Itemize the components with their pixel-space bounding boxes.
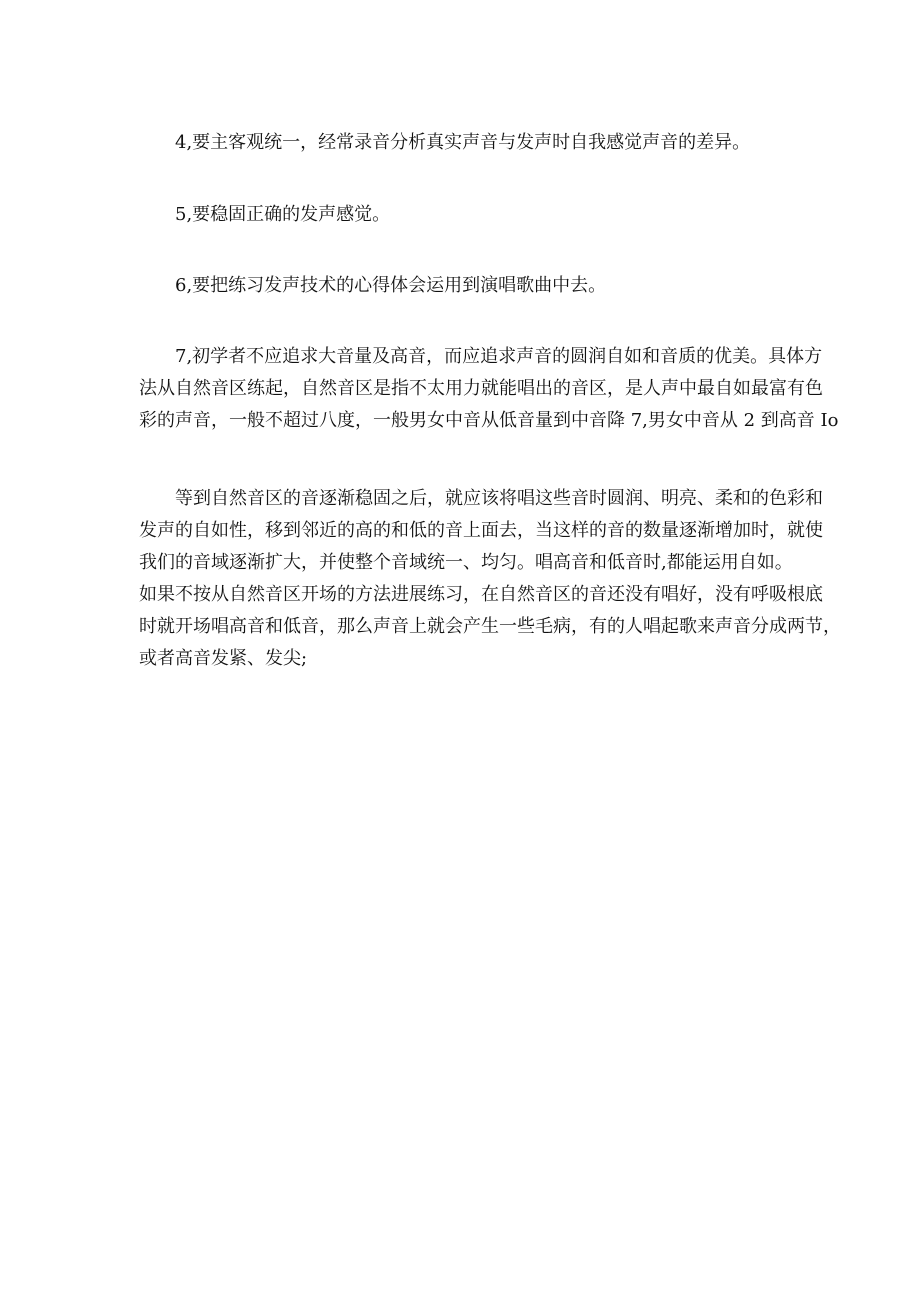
natural-register-line-6: 或者高音发紧、发尖; <box>139 648 308 669</box>
item-5-text: 5,要稳固正确的发声感觉。 <box>175 204 391 225</box>
natural-register-line-4: 如果不按从自然音区开场的方法进展练习，在自然音区的音还没有唱好，没有呼吸根底 <box>139 584 823 605</box>
natural-register-line-2: 发声的自如性，移到邻近的高的和低的音上面去，当这样的音的数量逐渐增加时，就使 <box>139 520 823 541</box>
natural-register-line-5: 时就开场唱高音和低音，那么声音上就会产生一些毛病，有的人唱起歌来声音分成两节， <box>139 616 841 637</box>
natural-register-line-1: 等到自然音区的音逐渐稳固之后，就应该将唱这些音时圆润、明亮、柔和的色彩和 <box>175 488 823 509</box>
item-7 <box>139 341 839 437</box>
item-7-line-2: 法从自然音区练起，自然音区是指不太用力就能唱出的音区，是人声中最自如最富有色 <box>139 378 823 399</box>
item-7-line-3: 彩的声音，一般不超过八度，一般男女中音从低音量到中音降 7,男女中音从 2 到高音 Io <box>139 410 839 431</box>
item-4 <box>139 127 799 159</box>
item-6-text: 6,要把练习发声技术的心得体会运用到演唱歌曲中去。 <box>175 275 607 296</box>
natural-register-line-3: 我们的音域逐渐扩大，并使整个音域统一、均匀。唱高音和低音时,都能运用自如。 <box>139 552 793 573</box>
item-6 <box>139 270 799 302</box>
item-5 <box>139 199 799 231</box>
item-4-text: 4,要主客观统一，经常录音分析真实声音与发声时自我感觉声音的差异。 <box>175 132 751 153</box>
natural-register-paragraph <box>139 483 841 675</box>
item-7-line-1: 7,初学者不应追求大音量及高音，而应追求声音的圆润自如和音质的优美。具体方 <box>175 346 823 367</box>
